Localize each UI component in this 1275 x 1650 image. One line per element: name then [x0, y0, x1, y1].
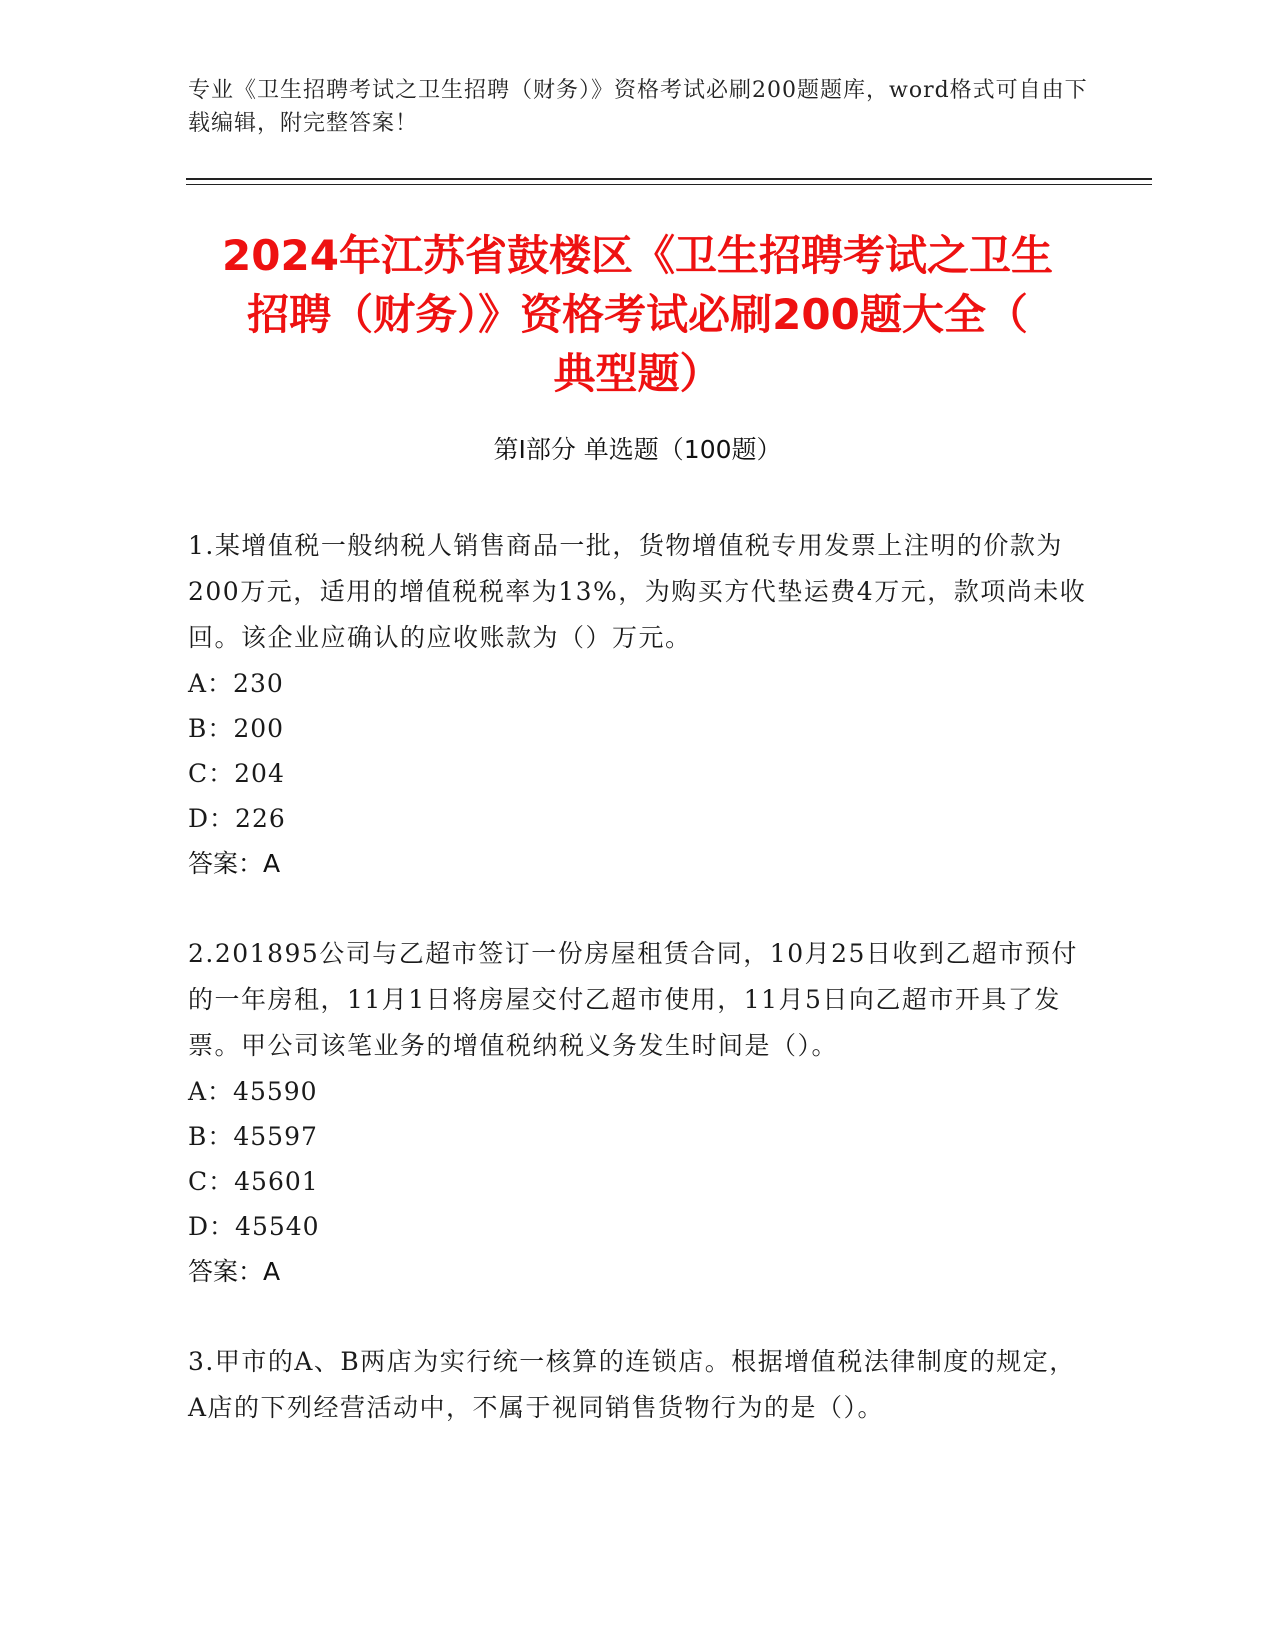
option-d: D：226 — [188, 804, 286, 833]
answer-label: 答案：A — [188, 1257, 281, 1286]
document-title-line-1: 2024年江苏省鼓楼区《卫生招聘考试之卫生 — [222, 231, 1053, 280]
option-c: C：204 — [188, 759, 285, 788]
question-3 — [188, 1339, 1088, 1431]
header-divider-thick — [186, 178, 1152, 180]
answer-label: 答案：A — [188, 849, 281, 878]
document-title — [150, 226, 1125, 403]
header-divider-thin — [186, 184, 1152, 185]
question-1 — [188, 523, 1088, 886]
question-2 — [188, 931, 1088, 1294]
question-stem: 2.201895公司与乙超市签订一份房屋租赁合同，10月25日收到乙超市预付的一年房租，11月1日将房屋交付乙超市使用，11月5日向乙超市开具了发票。甲公司该笔业务的增值税纳税义务发生时间是（）。 — [188, 939, 1078, 1060]
option-d: D：45540 — [188, 1212, 320, 1241]
option-b: B：200 — [188, 714, 285, 743]
option-a: A：45590 — [188, 1077, 318, 1106]
section-title: 第Ⅰ部分 单选题（100题） — [493, 435, 782, 464]
document-title-line-3: 典型题） — [553, 349, 722, 398]
option-b: B：45597 — [188, 1122, 318, 1151]
option-c: C：45601 — [188, 1167, 319, 1196]
option-a: A：230 — [188, 669, 284, 698]
question-stem: 1.某增值税一般纳税人销售商品一批，货物增值税专用发票上注明的价款为200万元，适用的增值税税率为13%，为购买方代垫运费4万元，款项尚未收回。该企业应确认的应收账款为（）万元。 — [188, 531, 1087, 652]
header-note: 专业《卫生招聘考试之卫生招聘（财务）》资格考试必刷200题题库，word格式可自由下载编辑，附完整答案！ — [188, 78, 1088, 136]
document-title-line-2: 招聘（财务）》资格考试必刷200题大全（ — [247, 290, 1028, 339]
question-stem: 3.甲市的A、B两店为实行统一核算的连锁店。根据增值税法律制度的规定，A店的下列经营活动中，不属于视同销售货物行为的是（）。 — [188, 1347, 1076, 1422]
question-list — [188, 523, 1088, 1476]
